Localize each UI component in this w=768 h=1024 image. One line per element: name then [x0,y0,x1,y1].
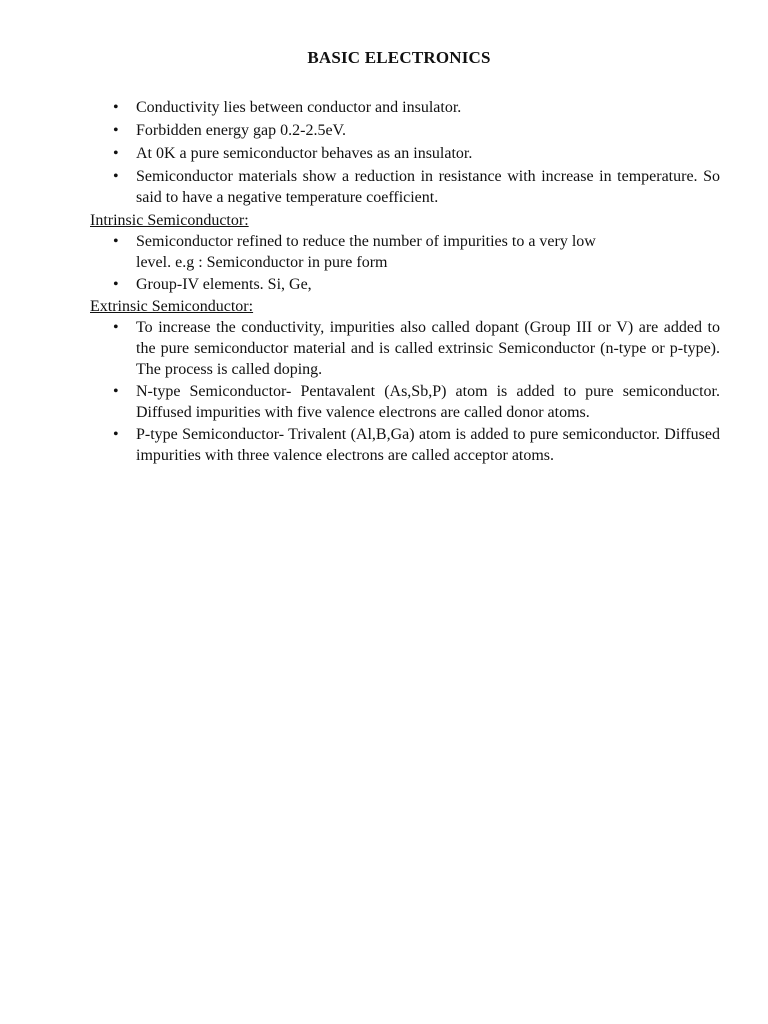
intrinsic-bullet-list [90,231,720,295]
intro-bullet-list [90,97,720,208]
list-item-line: • Semiconductor refined to reduce the number of impurities to a very low [136,233,596,250]
section-heading-intrinsic: Intrinsic Semiconductor: [90,212,249,229]
list-item: • Group-IV elements. Si, Ge, [90,274,720,295]
list-item: • Semiconductor materials show a reduction in resistance with increase in temperature. So said to have a negative temperature coefficient. [90,166,720,208]
section-heading-extrinsic: Extrinsic Semiconductor: [90,298,254,315]
list-item: • At 0K a pure semiconductor behaves as an insulator. [90,143,720,164]
document-body [90,97,720,467]
list-item: • Conductivity lies between conductor and insulator. [90,97,720,118]
extrinsic-bullet-list [90,317,720,466]
list-item: • Forbidden energy gap 0.2-2.5eV. [90,120,720,141]
list-item-line: level. e.g : Semiconductor in pure form [136,254,388,271]
list-item: • To increase the conductivity, impurities also called dopant (Group III or V) are added to the pure semiconductor material and is called extrinsic Semiconductor (n-type or p-type). The process is called doping. [90,317,720,380]
list-item: • N-type Semiconductor- Pentavalent (As,Sb,P) atom is added to pure semiconductor. Diffused impurities with five valence electrons are called donor atoms. [90,381,720,423]
list-item [90,231,720,273]
list-item: • P-type Semiconductor- Trivalent (Al,B,Ga) atom is added to pure semiconductor. Diffused impurities with three valence electrons are called acceptor atoms. [90,424,720,466]
document-title: BASIC ELECTRONICS [307,48,491,67]
